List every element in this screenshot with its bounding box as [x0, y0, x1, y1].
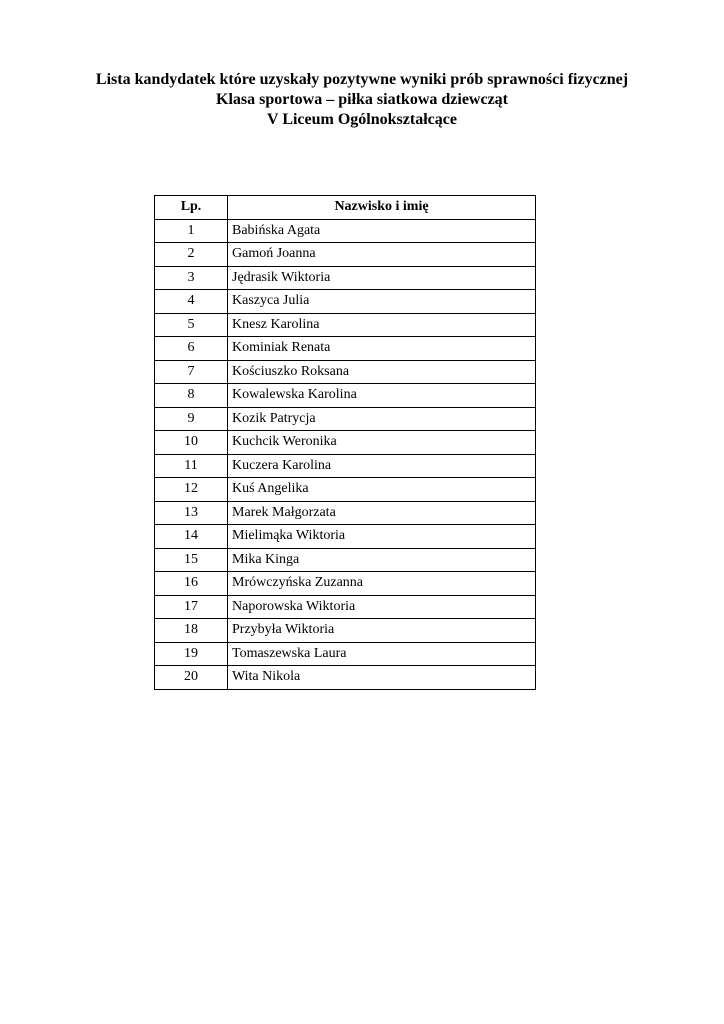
heading-title: Lista kandydatek które uzyskały pozytywne wyniki prób sprawności fizycznej: [95, 71, 629, 88]
table-row: [155, 454, 536, 478]
row-number: 5: [155, 313, 228, 337]
candidate-name: Mika Kinga: [228, 548, 536, 572]
row-number: 4: [155, 290, 228, 314]
row-number: 18: [155, 619, 228, 643]
table-header-row: [155, 196, 536, 220]
candidate-name: Jędrasik Wiktoria: [228, 266, 536, 290]
row-number: 3: [155, 266, 228, 290]
row-number: 15: [155, 548, 228, 572]
row-number: 16: [155, 572, 228, 596]
table-row: [155, 384, 536, 408]
table-row: [155, 666, 536, 690]
candidate-name: Kowalewska Karolina: [228, 384, 536, 408]
table-row: [155, 619, 536, 643]
candidate-name: Kuczera Karolina: [228, 454, 536, 478]
candidate-name: Gamoń Joanna: [228, 243, 536, 267]
row-number: 14: [155, 525, 228, 549]
row-number: 20: [155, 666, 228, 690]
table-row: [155, 337, 536, 361]
table-row: [155, 360, 536, 384]
column-header-number: Lp.: [155, 196, 228, 220]
table-row: [155, 407, 536, 431]
row-number: 8: [155, 384, 228, 408]
candidate-name: Kaszyca Julia: [228, 290, 536, 314]
table-row: [155, 595, 536, 619]
column-header-name: Nazwisko i imię: [228, 196, 536, 220]
candidate-name: Marek Małgorzata: [228, 501, 536, 525]
table-row: [155, 431, 536, 455]
table-row: [155, 572, 536, 596]
row-number: 13: [155, 501, 228, 525]
table-row: [155, 219, 536, 243]
row-number: 12: [155, 478, 228, 502]
candidate-name: Tomaszewska Laura: [228, 642, 536, 666]
candidate-name: Wita Nikola: [228, 666, 536, 690]
candidates-table: [154, 195, 536, 690]
candidate-name: Kuś Angelika: [228, 478, 536, 502]
row-number: 9: [155, 407, 228, 431]
candidate-name: Naporowska Wiktoria: [228, 595, 536, 619]
table-row: [155, 478, 536, 502]
row-number: 7: [155, 360, 228, 384]
candidate-name: Przybyła Wiktoria: [228, 619, 536, 643]
table-row: [155, 548, 536, 572]
row-number: 2: [155, 243, 228, 267]
table-row: [155, 266, 536, 290]
table-row: [155, 290, 536, 314]
row-number: 19: [155, 642, 228, 666]
heading-school: V Liceum Ogólnokształcące: [267, 111, 457, 128]
candidate-name: Kozik Patrycja: [228, 407, 536, 431]
row-number: 11: [155, 454, 228, 478]
row-number: 1: [155, 219, 228, 243]
table-row: [155, 642, 536, 666]
table-row: [155, 501, 536, 525]
candidate-name: Mielimąka Wiktoria: [228, 525, 536, 549]
candidate-name: Knesz Karolina: [228, 313, 536, 337]
table-row: [155, 313, 536, 337]
table-row: [155, 525, 536, 549]
candidate-name: Kominiak Renata: [228, 337, 536, 361]
row-number: 10: [155, 431, 228, 455]
candidate-name: Babińska Agata: [228, 219, 536, 243]
candidate-name: Kuchcik Weronika: [228, 431, 536, 455]
candidate-name: Mrówczyńska Zuzanna: [228, 572, 536, 596]
heading-class: Klasa sportowa – piłka siatkowa dziewcząt: [216, 91, 508, 108]
document-heading: [0, 70, 724, 130]
row-number: 6: [155, 337, 228, 361]
row-number: 17: [155, 595, 228, 619]
candidate-name: Kościuszko Roksana: [228, 360, 536, 384]
table-row: [155, 243, 536, 267]
